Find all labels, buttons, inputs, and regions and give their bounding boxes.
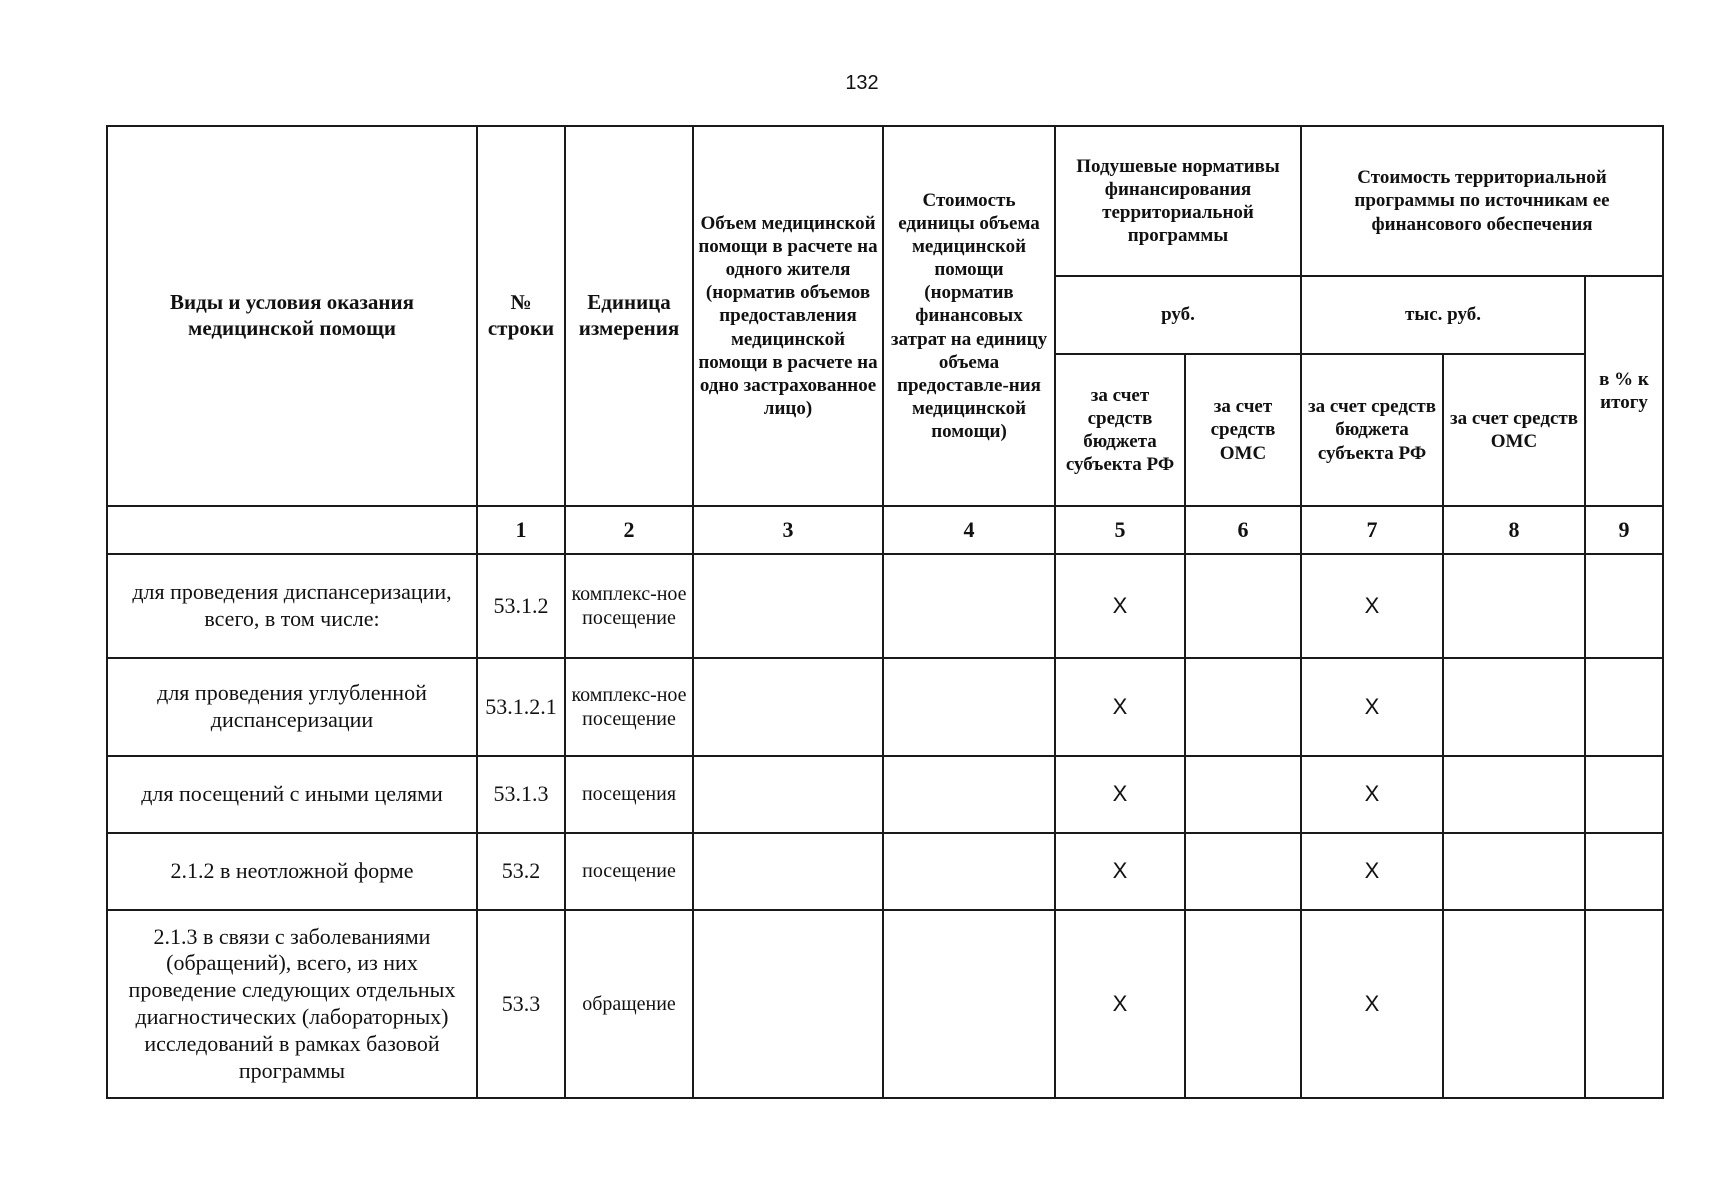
table-row — [107, 910, 1663, 1098]
cell-row-number: 53.1.3 — [477, 756, 565, 833]
cell-percent — [1585, 554, 1663, 658]
cell-volume — [693, 833, 883, 910]
cell-unit-cost — [883, 756, 1055, 833]
cell-budget-rf: X — [1055, 910, 1185, 1098]
cell-budget-rf-2: X — [1301, 554, 1443, 658]
cell-unit: обращение — [565, 910, 693, 1098]
cell-type: 2.1.3 в связи с заболеваниями (обращений), всего, из них проведение следующих отдельных диагностических (лабораторных) исследований в рамках базовой программы — [107, 910, 477, 1098]
header-unit-rub: руб. — [1055, 276, 1301, 354]
cell-unit: посещение — [565, 833, 693, 910]
column-number: 6 — [1185, 506, 1301, 554]
cell-budget-rf-2: X — [1301, 756, 1443, 833]
cell-type: 2.1.2 в неотложной форме — [107, 833, 477, 910]
column-number: 2 — [565, 506, 693, 554]
header-budget-rf-2: за счет средств бюджета субъекта РФ — [1301, 354, 1443, 506]
cell-unit: комплекс-ное посещение — [565, 658, 693, 756]
cell-oms-2 — [1443, 554, 1585, 658]
cell-unit-cost — [883, 554, 1055, 658]
table-row — [107, 658, 1663, 756]
cell-row-number: 53.2 — [477, 833, 565, 910]
header-percent-total: в % к итогу — [1585, 276, 1663, 506]
cell-row-number: 53.1.2 — [477, 554, 565, 658]
cell-oms — [1185, 756, 1301, 833]
cell-volume — [693, 658, 883, 756]
cell-oms — [1185, 833, 1301, 910]
cell-volume — [693, 756, 883, 833]
table-row — [107, 554, 1663, 658]
header-type-of-care: Виды и условия оказания медицинской помощи — [107, 126, 477, 506]
column-number: 7 — [1301, 506, 1443, 554]
cell-unit: посещения — [565, 756, 693, 833]
cell-type: для посещений с иными целями — [107, 756, 477, 833]
page-number: 132 — [845, 72, 879, 94]
header-oms: за счет средств ОМС — [1185, 354, 1301, 506]
column-number: 1 — [477, 506, 565, 554]
header-unit-cost: Стоимость единицы объема медицинской помощи (норматив финансовых затрат на единицу объема предоставле-ния медицинской помощи) — [883, 126, 1055, 506]
cell-budget-rf: X — [1055, 554, 1185, 658]
column-number: 5 — [1055, 506, 1185, 554]
column-number: 4 — [883, 506, 1055, 554]
cell-volume — [693, 554, 883, 658]
financing-table — [106, 125, 1664, 1099]
cell-volume — [693, 910, 883, 1098]
cell-type: для проведения углубленной диспансеризации — [107, 658, 477, 756]
table-row — [107, 756, 1663, 833]
cell-type: для проведения диспансеризации, всего, в том числе: — [107, 554, 477, 658]
cell-budget-rf-2: X — [1301, 910, 1443, 1098]
cell-budget-rf-2: X — [1301, 833, 1443, 910]
cell-oms — [1185, 910, 1301, 1098]
header-unit-thousand-rub: тыс. руб. — [1301, 276, 1585, 354]
cell-row-number: 53.3 — [477, 910, 565, 1098]
cell-unit: комплекс-ное посещение — [565, 554, 693, 658]
cell-oms-2 — [1443, 658, 1585, 756]
column-number-row — [107, 506, 1663, 554]
cell-budget-rf: X — [1055, 756, 1185, 833]
column-number: 3 — [693, 506, 883, 554]
cell-percent — [1585, 658, 1663, 756]
header-volume: Объем медицинской помощи в расчете на одного жителя (норматив объемов предоставления медицинской помощи в расчете на одно застрахованное лицо) — [693, 126, 883, 506]
cell-unit-cost — [883, 910, 1055, 1098]
cell-unit-cost — [883, 833, 1055, 910]
column-number: 8 — [1443, 506, 1585, 554]
header-oms-2: за счет средств ОМС — [1443, 354, 1585, 506]
header-budget-rf: за счет средств бюджета субъекта РФ — [1055, 354, 1185, 506]
header-program-cost: Стоимость территориальной программы по источникам ее финансового обеспечения — [1301, 126, 1663, 276]
cell-budget-rf-2: X — [1301, 658, 1443, 756]
header-row-number: № строки — [477, 126, 565, 506]
header-per-capita-norms: Подушевые нормативы финансирования территориальной программы — [1055, 126, 1301, 276]
cell-budget-rf: X — [1055, 833, 1185, 910]
cell-oms-2 — [1443, 756, 1585, 833]
column-number: 9 — [1585, 506, 1663, 554]
cell-oms-2 — [1443, 833, 1585, 910]
cell-oms — [1185, 658, 1301, 756]
cell-oms — [1185, 554, 1301, 658]
header-unit: Единица измерения — [565, 126, 693, 506]
table-row — [107, 833, 1663, 910]
cell-percent — [1585, 756, 1663, 833]
cell-budget-rf: X — [1055, 658, 1185, 756]
cell-percent — [1585, 910, 1663, 1098]
cell-row-number: 53.1.2.1 — [477, 658, 565, 756]
cell-percent — [1585, 833, 1663, 910]
cell-unit-cost — [883, 658, 1055, 756]
column-number — [107, 506, 477, 554]
cell-oms-2 — [1443, 910, 1585, 1098]
